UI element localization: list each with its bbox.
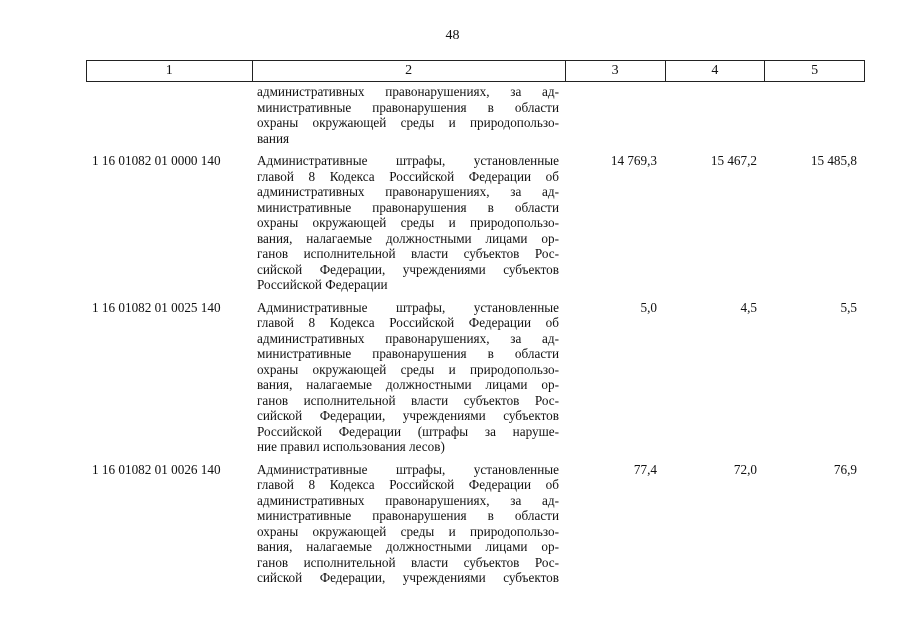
row-description <box>251 84 565 146</box>
description-line: главой 8 Кодекса Российской Федерации об <box>257 315 559 330</box>
description-line: ганов исполнительной власти субъектов Рос- <box>257 554 559 570</box>
row-value-4: 72,0 <box>733 461 757 477</box>
description-line: сийской Федерации, учреждениями субъектов <box>257 570 559 585</box>
row-value-3: 77,4 <box>633 461 657 477</box>
description-line: министративные правонарушения в области <box>257 99 559 115</box>
row-value-3 <box>565 84 665 146</box>
description-line: охраны окружающей среды и природопользо- <box>257 361 559 377</box>
row-value-4: 4,5 <box>740 299 757 315</box>
description-line: Российской Федерации <box>257 277 388 292</box>
description-line: ние правил использования лесов) <box>257 439 445 454</box>
budget-table <box>86 60 865 586</box>
table-header-row <box>86 60 865 82</box>
row-code: 1 16 01082 01 0025 140 <box>92 299 221 315</box>
row-value-4 <box>665 84 765 146</box>
description-line: вания, налагаемые должностными лицами ор- <box>257 377 559 392</box>
description-line: главой 8 Кодекса Российской Федерации об <box>257 477 559 492</box>
table-row <box>86 153 865 293</box>
column-header-3: 3 <box>565 61 665 81</box>
column-header-4: 4 <box>665 61 765 81</box>
table-row <box>86 462 865 586</box>
description-line: главой 8 Кодекса Российской Федерации об <box>257 168 559 184</box>
description-line: вания, налагаемые должностными лицами ор- <box>257 230 559 246</box>
row-value-5: 5,5 <box>840 299 857 315</box>
description-line: административных правонарушениях, за ад- <box>257 184 559 199</box>
description-line: сийской Федерации, учреждениями субъектов <box>257 408 559 423</box>
row-value-4: 15 467,2 <box>710 153 757 168</box>
row-value-5: 15 485,8 <box>810 153 857 168</box>
row-description <box>251 153 565 293</box>
description-line: административных правонарушениях, за ад- <box>257 330 559 346</box>
description-line: министративные правонарушения в области <box>257 346 559 361</box>
table-row <box>86 300 865 455</box>
description-line: ганов исполнительной власти субъектов Рос- <box>257 246 559 261</box>
description-line: ганов исполнительной власти субъектов Рос- <box>257 392 559 408</box>
description-line: охраны окружающей среды и природопользо- <box>257 115 559 130</box>
row-description <box>251 462 565 586</box>
row-value-3: 14 769,3 <box>610 153 657 168</box>
description-line: административных правонарушениях, за ад- <box>257 84 559 99</box>
row-value-5: 76,9 <box>833 461 857 477</box>
description-line: Российской Федерации (штрафы за наруше- <box>257 423 559 439</box>
description-line: охраны окружающей среды и природопользо- <box>257 215 559 230</box>
description-line: вания <box>257 130 290 146</box>
description-line: министративные правонарушения в области <box>257 199 559 215</box>
row-description <box>251 300 565 455</box>
column-header-2: 2 <box>252 61 565 81</box>
description-line: Административные штрафы, установленные <box>257 153 559 168</box>
description-line: министративные правонарушения в области <box>257 508 559 523</box>
page-number: 48 <box>445 28 460 43</box>
continuation-row <box>86 84 865 146</box>
row-value-5 <box>765 84 865 146</box>
description-line: административных правонарушениях, за ад- <box>257 492 559 508</box>
description-line: вания, налагаемые должностными лицами ор- <box>257 539 559 554</box>
row-code: 1 16 01082 01 0000 140 <box>92 153 221 168</box>
row-code <box>86 84 251 146</box>
column-header-5: 5 <box>764 61 864 81</box>
row-value-3: 5,0 <box>640 299 657 315</box>
description-line: сийской Федерации, учреждениями субъектов <box>257 261 559 277</box>
description-line: охраны окружающей среды и природопользо- <box>257 523 559 539</box>
description-line: Административные штрафы, установленные <box>257 461 559 477</box>
description-line: Административные штрафы, установленные <box>257 299 559 315</box>
column-header-1: 1 <box>165 63 173 78</box>
row-code: 1 16 01082 01 0026 140 <box>92 461 221 477</box>
